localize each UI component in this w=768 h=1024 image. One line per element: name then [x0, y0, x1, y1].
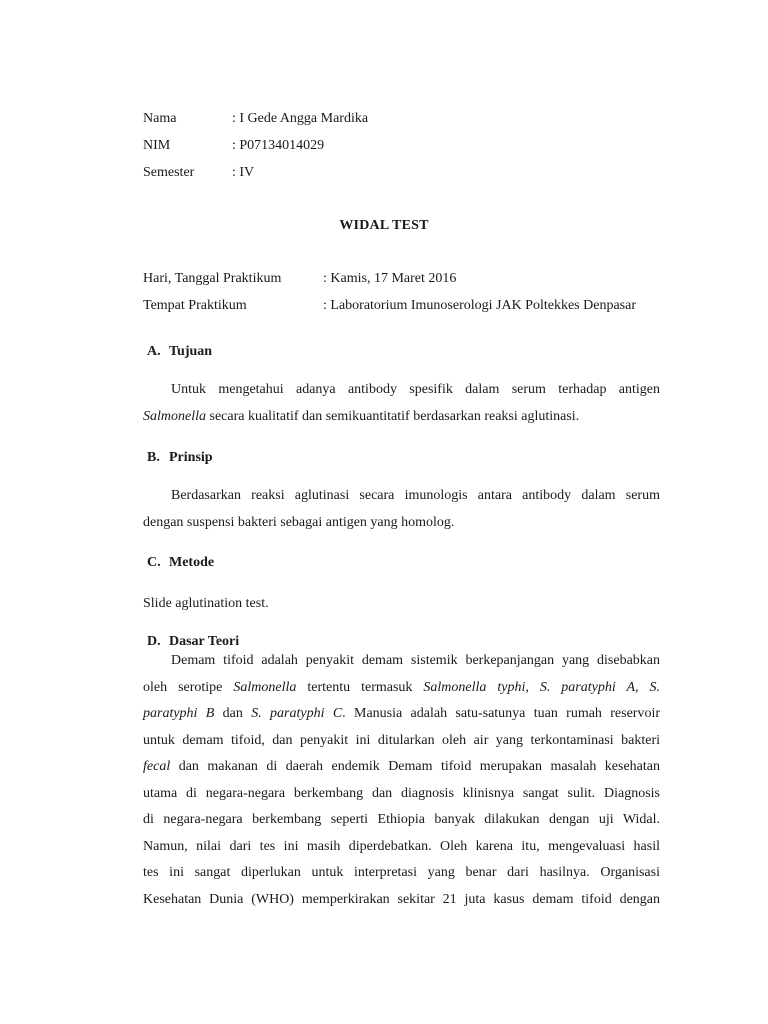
hari-label: Hari, Tanggal Praktikum — [143, 271, 282, 286]
section-d-paragraph — [143, 648, 660, 913]
text-run: di negara-negara berkembang seperti Ethiopia banyak dilakukan dengan uji Widal. — [143, 812, 660, 827]
section-a-paragraph — [143, 377, 660, 430]
text-run: Namun, nilai dari tes ini masih diperdebatkan. Oleh karena itu, mengevaluasi hasil — [143, 838, 660, 854]
para-line — [143, 781, 660, 808]
para-line — [143, 728, 660, 755]
section-a-title: Tujuan — [169, 344, 213, 359]
nama-value: : I Gede Angga Mardika — [232, 111, 369, 126]
para-line — [143, 675, 660, 702]
text-run: dan makanan di daerah endemik Demam tifoid merupakan masalah kesehatan — [170, 759, 660, 774]
text-run: Demam tifoid adalah penyakit demam sistemik berkepanjangan yang disebabkan — [171, 653, 660, 668]
semester-value: : IV — [232, 165, 255, 180]
section-d-title: Dasar Teori — [169, 634, 240, 649]
tempat-label: Tempat Praktikum — [143, 298, 247, 313]
nim-value: : P07134014029 — [232, 138, 325, 153]
semester-label: Semester — [143, 165, 195, 180]
para-line — [143, 648, 660, 675]
nim-label: NIM — [143, 138, 171, 153]
document-title: WIDAL TEST — [339, 218, 429, 233]
italic-run: paratyphi B — [143, 706, 215, 721]
text-run: tes ini sangat diperlukan untuk interpretasi yang benar dari hasilnya. Organisasi — [143, 865, 660, 880]
tempat-value: : Laboratorium Imunoserologi JAK Poltekkes Denpasar — [323, 298, 636, 313]
italic-run: S. paratyphi C — [251, 706, 343, 721]
section-b-heading — [147, 449, 213, 467]
para-line — [143, 887, 660, 914]
text-run: . Manusia adalah satu-satunya tuan rumah reservoir — [342, 706, 661, 721]
para-line — [143, 860, 660, 887]
section-a-letter: A. — [147, 344, 161, 359]
text-run: dan — [214, 706, 252, 721]
section-c-text: Slide aglutination test. — [143, 596, 269, 611]
text-run: secara kualitatif dan semikuantitatif berdasarkan reaksi aglutinasi. — [206, 408, 580, 424]
italic-run: Salmonella typhi, S. paratyphi A, S. — [423, 679, 660, 695]
para-line — [143, 807, 660, 834]
section-b-paragraph — [143, 483, 660, 536]
para-line — [143, 834, 660, 861]
section-c-heading — [147, 554, 214, 572]
text-run: tertentu termasuk — [296, 679, 424, 695]
text-run: untuk demam tifoid, dan penyakit ini ditularkan oleh air yang terkontaminasi bakteri — [143, 732, 660, 748]
hari-value: : Kamis, 17 Maret 2016 — [323, 271, 457, 286]
para-line — [143, 754, 660, 781]
section-c-title: Metode — [169, 555, 215, 570]
italic-run: Salmonella — [143, 408, 206, 424]
section-a-heading — [147, 343, 212, 361]
text-run: dengan suspensi bakteri sebagai antigen yang homolog. — [143, 514, 455, 530]
section-c-letter: C. — [147, 555, 161, 570]
text-run: oleh serotipe — [143, 679, 234, 695]
para-line — [143, 377, 660, 404]
para-line — [143, 483, 660, 510]
text-run: Kesehatan Dunia (WHO) memperkirakan sekitar 21 juta kasus demam tifoid dengan — [143, 891, 660, 907]
para-line — [143, 404, 660, 431]
nama-label: Nama — [143, 111, 177, 126]
text-run: Berdasarkan reaksi aglutinasi secara imunologis antara antibody dalam serum — [171, 488, 660, 503]
text-run: utama di negara-negara berkembang dan diagnosis klinisnya sangat sulit. Diagnosis — [143, 785, 660, 801]
para-line — [143, 701, 660, 728]
section-b-title: Prinsip — [169, 450, 213, 465]
text-run: Untuk mengetahui adanya antibody spesifik dalam serum terhadap antigen — [171, 382, 660, 397]
italic-run: fecal — [143, 759, 171, 774]
para-line — [143, 510, 660, 537]
section-d-letter: D. — [147, 634, 161, 649]
italic-run: Salmonella — [233, 679, 297, 695]
section-b-letter: B. — [147, 450, 160, 465]
